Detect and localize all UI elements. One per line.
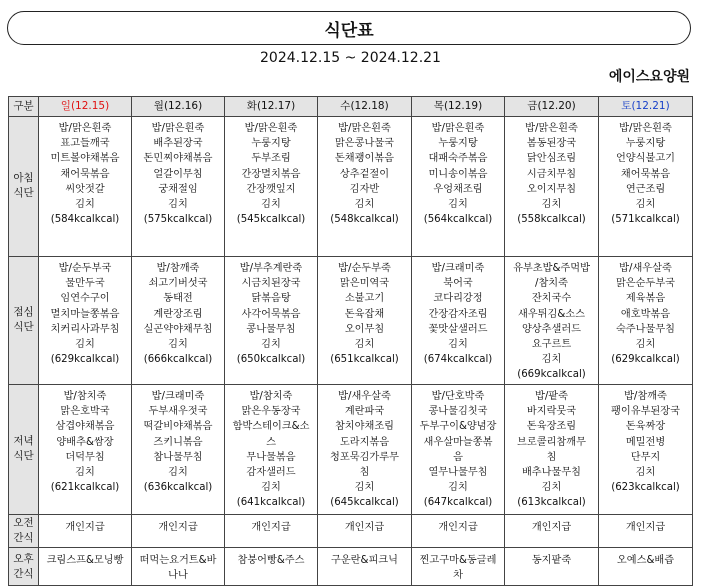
menu-item: (651kcalkcal)	[330, 354, 399, 366]
menu-cell-dinner-wed	[318, 385, 412, 515]
menu-item: 차	[453, 570, 463, 582]
menu-item: 참나물무침	[153, 451, 203, 463]
menu-item: 음	[453, 451, 463, 463]
row-label	[9, 117, 39, 257]
day-header-wed: 수(12.18)	[318, 97, 412, 117]
menu-item: 오예스&배즙	[616, 555, 675, 566]
menu-item: 개인지급	[625, 522, 666, 533]
menu-item: 김치	[75, 199, 95, 211]
menu-item: 돈민찌야채볶음	[143, 153, 213, 165]
menu-item: (545kcalkcal)	[236, 214, 306, 226]
menu-cell-lunch-wed	[318, 257, 412, 385]
menu-item: 바지락뭇국	[526, 406, 577, 418]
menu-item: 코다리강정	[433, 293, 483, 305]
row-label	[9, 257, 39, 385]
menu-item: 김치	[541, 482, 562, 494]
menu-item: 돈채괭이볶음	[334, 153, 395, 165]
menu-item: 씨앗젓갈	[65, 183, 105, 195]
menu-item: 메밀전병	[625, 436, 666, 448]
menu-cell-lunch-sun	[39, 257, 132, 385]
menu-item: 밥/부추계란죽	[239, 263, 303, 274]
row-label	[9, 385, 39, 515]
menu-item: (645kcalkcal)	[330, 497, 399, 509]
menu-item: 제육볶음	[625, 293, 666, 305]
menu-item: 삼겹야채볶음	[55, 421, 115, 433]
menu-item: 채어묵볶음	[620, 168, 671, 180]
menu-item: 밥/새우살죽	[338, 391, 391, 402]
menu-item: 찐고구마&동글레	[419, 555, 497, 566]
menu-item: 함박스테이크&소	[232, 421, 310, 433]
menu-item: 유부초밥&주먹밥	[513, 263, 590, 274]
row-label-line: 점심	[13, 306, 34, 318]
menu-item: 밥/맑은흰죽	[58, 123, 112, 134]
menu-item: 개인지급	[158, 522, 198, 533]
row-label-line: 저녁	[13, 435, 34, 447]
menu-item: 북어국	[443, 278, 473, 290]
day-header-sun: 일(12.15)	[39, 97, 132, 117]
menu-item: 김치	[354, 339, 375, 351]
menu-item: 청포묵김가루무	[330, 451, 399, 463]
day-header-tue: 화(12.17)	[225, 97, 318, 117]
menu-item: 사각어묵볶음	[241, 308, 301, 320]
menu-item: 김치	[261, 199, 281, 211]
menu-item: (636kcalkcal)	[143, 482, 213, 494]
menu-item: 애호박볶음	[620, 308, 671, 320]
menu-item: 밥/맑은흰죽	[525, 123, 578, 134]
menu-item: 동태전	[163, 293, 193, 305]
menu-item: 맑은순두부국	[615, 278, 676, 290]
menu-item: 개인지급	[251, 522, 291, 533]
menu-item: 소불고기	[344, 293, 385, 305]
menu-item: 상추겉절이	[339, 168, 390, 180]
menu-item: 열무나물무침	[428, 467, 488, 479]
menu-item: 닭볶음탕	[251, 293, 291, 305]
menu-item: 단무지	[630, 451, 661, 463]
menu-item: 콩나물무침	[246, 323, 296, 335]
page-title: 식단표	[324, 20, 374, 41]
menu-cell-morning-snack-fri	[505, 515, 599, 548]
menu-item: 닭안심조림	[526, 153, 577, 165]
header-label: 구분	[9, 97, 39, 117]
menu-item: 침	[546, 451, 557, 463]
menu-cell-breakfast-sun	[39, 117, 132, 257]
menu-item: 간장감자조림	[428, 308, 488, 320]
menu-item: 꽃맛살샐러드	[428, 323, 488, 335]
menu-item: 밥/순두부국	[58, 263, 112, 274]
menu-item: 새우튀김&소스	[518, 308, 585, 320]
day-header-thu: 목(12.19)	[412, 97, 505, 117]
menu-item: 김치	[75, 339, 95, 351]
menu-item: 밥/맑은흰죽	[151, 123, 205, 134]
menu-cell-lunch-sat	[599, 257, 693, 385]
menu-item: 시금치된장국	[241, 278, 301, 290]
menu-cell-breakfast-mon	[132, 117, 225, 257]
menu-item: 무나물볶음	[246, 451, 296, 463]
menu-item: (575kcalkcal)	[143, 214, 213, 226]
menu-item: 개인지급	[531, 522, 572, 533]
menu-item: (666kcalkcal)	[143, 354, 213, 366]
menu-item: 잔치국수	[531, 293, 572, 305]
menu-row-lunch	[9, 257, 693, 385]
menu-item: (629kcalkcal)	[50, 354, 120, 366]
menu-cell-morning-snack-wed	[318, 515, 412, 548]
row-label-line: 아침	[13, 172, 34, 184]
menu-item: 밥/참깨죽	[156, 263, 200, 274]
menu-cell-morning-snack-thu	[412, 515, 505, 548]
menu-item: 양배추&쌈장	[56, 436, 114, 448]
menu-item: (647kcalkcal)	[423, 497, 493, 509]
menu-item: 참붕어빵&주스	[237, 555, 305, 566]
organization-name: 에이스요양원	[608, 69, 690, 85]
menu-item: 김치	[168, 339, 188, 351]
menu-item: (613kcalkcal)	[517, 497, 586, 509]
menu-item: 즈키니볶음	[153, 436, 203, 448]
menu-item: 물만두국	[65, 278, 105, 290]
menu-item: (674kcalkcal)	[423, 354, 493, 366]
menu-item: 숙주나물무침	[615, 323, 676, 335]
menu-item: (641kcalkcal)	[236, 497, 306, 509]
menu-item: 감자샐러드	[246, 467, 296, 479]
row-label-line: 식단	[13, 321, 34, 333]
menu-cell-lunch-tue	[225, 257, 318, 385]
menu-item: 김치	[635, 467, 656, 479]
menu-item: 개인지급	[65, 522, 105, 533]
menu-item: 미니송이볶음	[428, 168, 488, 180]
menu-item: 대패숙주볶음	[428, 153, 488, 165]
menu-item: 나나	[168, 570, 188, 582]
menu-item: 참치야채조림	[334, 421, 395, 433]
menu-item: 브로콜리참깨무	[517, 436, 586, 448]
menu-item: 밥/맑은흰죽	[431, 123, 485, 134]
menu-item: /참치죽	[535, 278, 568, 290]
menu-item: 밥/크래미죽	[151, 391, 205, 402]
menu-item: (564kcalkcal)	[423, 214, 493, 226]
row-label-line: 오후	[13, 552, 34, 565]
menu-cell-dinner-sat	[599, 385, 693, 515]
menu-item: 간장멸치볶음	[241, 168, 301, 180]
menu-item: 누룽지탕	[438, 138, 478, 150]
menu-item: 새우살마늘쫑볶	[423, 436, 493, 448]
menu-cell-lunch-fri	[505, 257, 599, 385]
menu-item: 표고들깨국	[60, 138, 110, 150]
menu-item: 김치	[635, 199, 656, 211]
menu-item: 돈육장조림	[526, 421, 577, 433]
menu-item: (650kcalkcal)	[236, 354, 306, 366]
menu-item: 김치	[261, 339, 281, 351]
menu-item: 크림스프&모닝빵	[46, 555, 124, 566]
menu-item: 팽이유부된장국	[611, 406, 680, 418]
menu-item: 개인지급	[344, 522, 385, 533]
row-label	[9, 515, 39, 548]
menu-item: 계란파국	[344, 406, 385, 418]
menu-cell-dinner-thu	[412, 385, 505, 515]
menu-item: 밥/크래미죽	[431, 263, 485, 274]
title-box	[7, 11, 691, 45]
menu-cell-morning-snack-tue	[225, 515, 318, 548]
menu-item: 밥/참치죽	[63, 391, 107, 402]
menu-item: 구운란&피크닉	[331, 555, 398, 566]
header-row	[9, 97, 693, 117]
menu-item: 연근조림	[625, 183, 666, 195]
menu-cell-dinner-mon	[132, 385, 225, 515]
menu-item: 계란장조림	[153, 308, 203, 320]
menu-row-dinner	[9, 385, 693, 515]
menu-item: 김자반	[349, 183, 380, 195]
menu-item: 밥/맑은흰죽	[338, 123, 391, 134]
menu-item: 쇠고기버섯국	[148, 278, 208, 290]
menu-item: (584kcalkcal)	[50, 214, 120, 226]
menu-row-morning-snack	[9, 515, 693, 548]
menu-item: 미트볼야채볶음	[50, 153, 120, 165]
menu-item: 배추된장국	[153, 138, 203, 150]
menu-item: 떡갈비야채볶음	[143, 421, 213, 433]
menu-item: 오이지무침	[526, 183, 577, 195]
menu-item: 얼갈이무침	[153, 168, 203, 180]
menu-item: 돈육잡채	[344, 308, 385, 320]
menu-item: 김치	[541, 354, 562, 366]
menu-item: (548kcalkcal)	[330, 214, 399, 226]
menu-item: 궁채절임	[158, 183, 198, 195]
menu-cell-breakfast-thu	[412, 117, 505, 257]
menu-item: 멸치마늘쫑볶음	[50, 308, 120, 320]
menu-cell-breakfast-wed	[318, 117, 412, 257]
menu-cell-morning-snack-sat	[599, 515, 693, 548]
day-header-fri: 금(12.20)	[505, 97, 599, 117]
menu-row-breakfast	[9, 117, 693, 257]
menu-item: 떠먹는요거트&바	[139, 555, 217, 566]
menu-item: 양상추샐러드	[521, 323, 582, 335]
menu-item: 두부조림	[251, 153, 291, 165]
menu-item: 개인지급	[438, 522, 478, 533]
menu-item: 콩나물김칫국	[428, 406, 488, 418]
menu-cell-breakfast-sat	[599, 117, 693, 257]
menu-cell-lunch-mon	[132, 257, 225, 385]
menu-item: 맑은미역국	[339, 278, 390, 290]
menu-item: 김치	[448, 482, 468, 494]
menu-item: 봄동된장국	[526, 138, 577, 150]
row-label-line: 식단	[13, 187, 34, 199]
menu-item: 김치	[261, 482, 281, 494]
menu-item: 언양식불고기	[615, 153, 676, 165]
menu-item: 밥/새우살죽	[619, 263, 672, 274]
menu-item: (629kcalkcal)	[611, 354, 680, 366]
menu-item: 채어묵볶음	[60, 168, 110, 180]
row-label-line: 간식	[13, 567, 34, 580]
menu-item: (669kcalkcal)	[517, 369, 586, 381]
menu-item: 김치	[635, 339, 656, 351]
menu-item: 밥/참깨죽	[624, 391, 667, 402]
menu-item: 맑은우동장국	[241, 406, 301, 418]
row-label-line: 오전	[13, 517, 34, 529]
menu-item: 김치	[541, 199, 562, 211]
menu-item: 배추나물무침	[521, 467, 582, 479]
menu-item: 김치	[168, 199, 188, 211]
menu-item: 밥/참치죽	[249, 391, 293, 402]
menu-item: (623kcalkcal)	[611, 482, 680, 494]
menu-item: 우엉채조림	[433, 183, 483, 195]
menu-item: 김치	[448, 199, 468, 211]
menu-item: (558kcalkcal)	[517, 214, 586, 226]
menu-item: 오이무침	[344, 323, 385, 335]
menu-item: 밥/순두부죽	[338, 263, 391, 274]
menu-table	[8, 96, 693, 586]
menu-item: 돈육짜장	[625, 421, 666, 433]
menu-item: 동지팥죽	[531, 555, 572, 566]
menu-item: 누룽지탕	[625, 138, 666, 150]
menu-item: 맑은호박국	[60, 406, 110, 418]
menu-item: 김치	[75, 467, 95, 479]
menu-item: (571kcalkcal)	[611, 214, 680, 226]
menu-item: 김치	[354, 199, 375, 211]
menu-item: 누룽지탕	[251, 138, 291, 150]
row-label-line: 식단	[13, 450, 34, 462]
menu-cell-breakfast-tue	[225, 117, 318, 257]
menu-cell-morning-snack-mon	[132, 515, 225, 548]
menu-item: 밥/맑은흰죽	[244, 123, 298, 134]
menu-item: 밥/단호박죽	[431, 391, 485, 402]
menu-item: 두부구이&양념장	[419, 421, 497, 433]
day-header-sat: 토(12.21)	[599, 97, 693, 117]
menu-item: 도라지볶음	[339, 436, 390, 448]
menu-item: 임연수구이	[60, 293, 110, 305]
menu-item: (621kcalkcal)	[50, 482, 120, 494]
menu-item: 김치	[354, 482, 375, 494]
menu-cell-morning-snack-sun	[39, 515, 132, 548]
day-header-mon: 월(12.16)	[132, 97, 225, 117]
menu-item: 치커리사과무침	[50, 323, 120, 335]
menu-item: 밥/맑은흰죽	[619, 123, 672, 134]
menu-cell-dinner-fri	[505, 385, 599, 515]
menu-item: 더덕무침	[65, 451, 105, 463]
menu-item: 김치	[448, 339, 468, 351]
menu-item: 요구르트	[531, 339, 572, 351]
menu-item: 두부새우젓국	[148, 406, 208, 418]
row-label-line: 간식	[13, 532, 34, 544]
date-range: 2024.12.15 ~ 2024.12.21	[260, 50, 441, 66]
menu-item: 실곤약야채무침	[143, 323, 213, 335]
menu-cell-dinner-tue	[225, 385, 318, 515]
menu-cell-dinner-sun	[39, 385, 132, 515]
menu-item: 김치	[168, 467, 188, 479]
menu-item: 시금치무침	[526, 168, 577, 180]
menu-item: 맑은콩나물국	[334, 138, 395, 150]
menu-cell-lunch-thu	[412, 257, 505, 385]
menu-item: 밥/팥죽	[535, 391, 568, 402]
menu-item: 침	[359, 467, 370, 479]
menu-item: 간장깻잎지	[246, 183, 296, 195]
menu-cell-breakfast-fri	[505, 117, 599, 257]
menu-item: 스	[266, 436, 276, 448]
